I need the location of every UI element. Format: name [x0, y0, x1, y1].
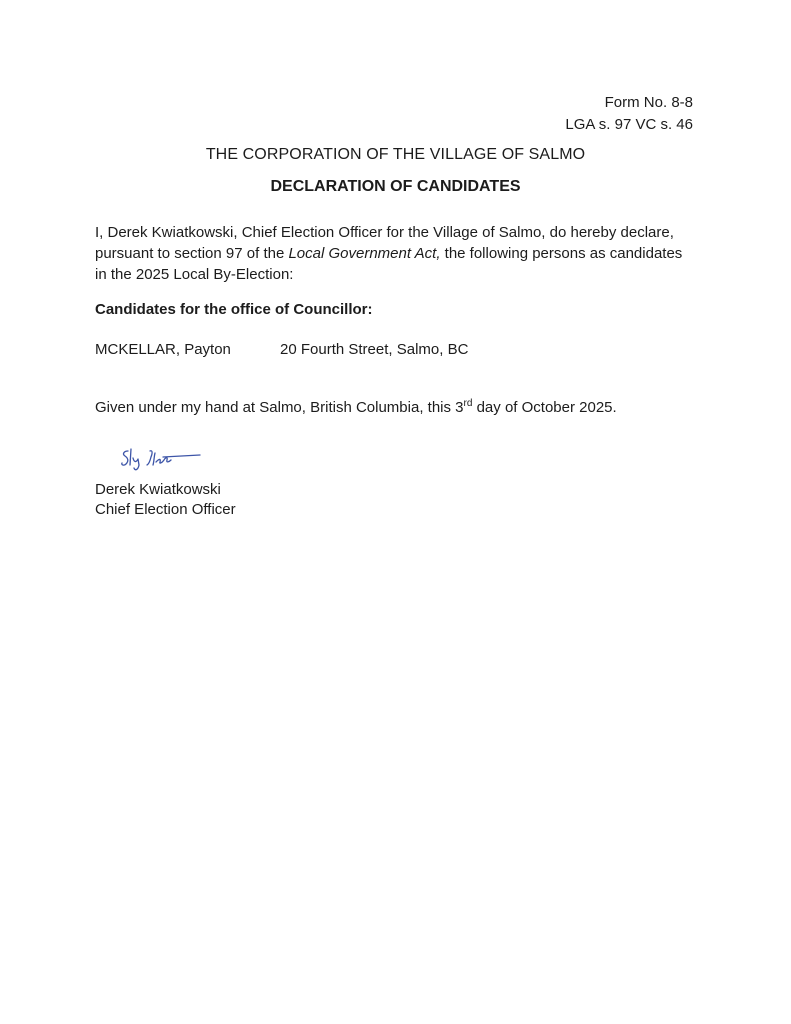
declaration-paragraph [95, 222, 695, 285]
form-number: Form No. 8-8 [604, 94, 693, 111]
signer-title: Chief Election Officer [95, 501, 236, 518]
candidate-address: 20 Fourth Street, Salmo, BC [280, 341, 469, 358]
handwritten-signature [118, 443, 206, 473]
given-text-end: day of October 2025. [472, 399, 617, 416]
organization-title: THE CORPORATION OF THE VILLAGE OF SALMO [205, 146, 586, 163]
candidates-heading: Candidates for the office of Councillor: [95, 301, 373, 318]
signer-block [95, 480, 236, 520]
given-statement [95, 399, 617, 416]
document-title: DECLARATION OF CANDIDATES [270, 178, 521, 195]
signer-name: Derek Kwiatkowski [95, 481, 221, 498]
form-reference [565, 92, 693, 136]
ordinal-suffix: rd [463, 398, 473, 409]
act-name: Local Government Act, [288, 245, 441, 262]
statute-reference: LGA s. 97 VC s. 46 [565, 116, 693, 133]
declaration-text-start: I, Derek Kwiatkowski, Chief Election Officer for the Village of Salmo, do hereby declare, pursuant to section 97 of the [95, 224, 674, 262]
candidate-name: MCKELLAR, Payton [95, 341, 231, 358]
declaration-text-end: the following persons as candidates in the 2025 Local By-Election: [95, 245, 683, 283]
given-text-start: Given under my hand at Salmo, British Columbia, this 3 [95, 399, 464, 416]
